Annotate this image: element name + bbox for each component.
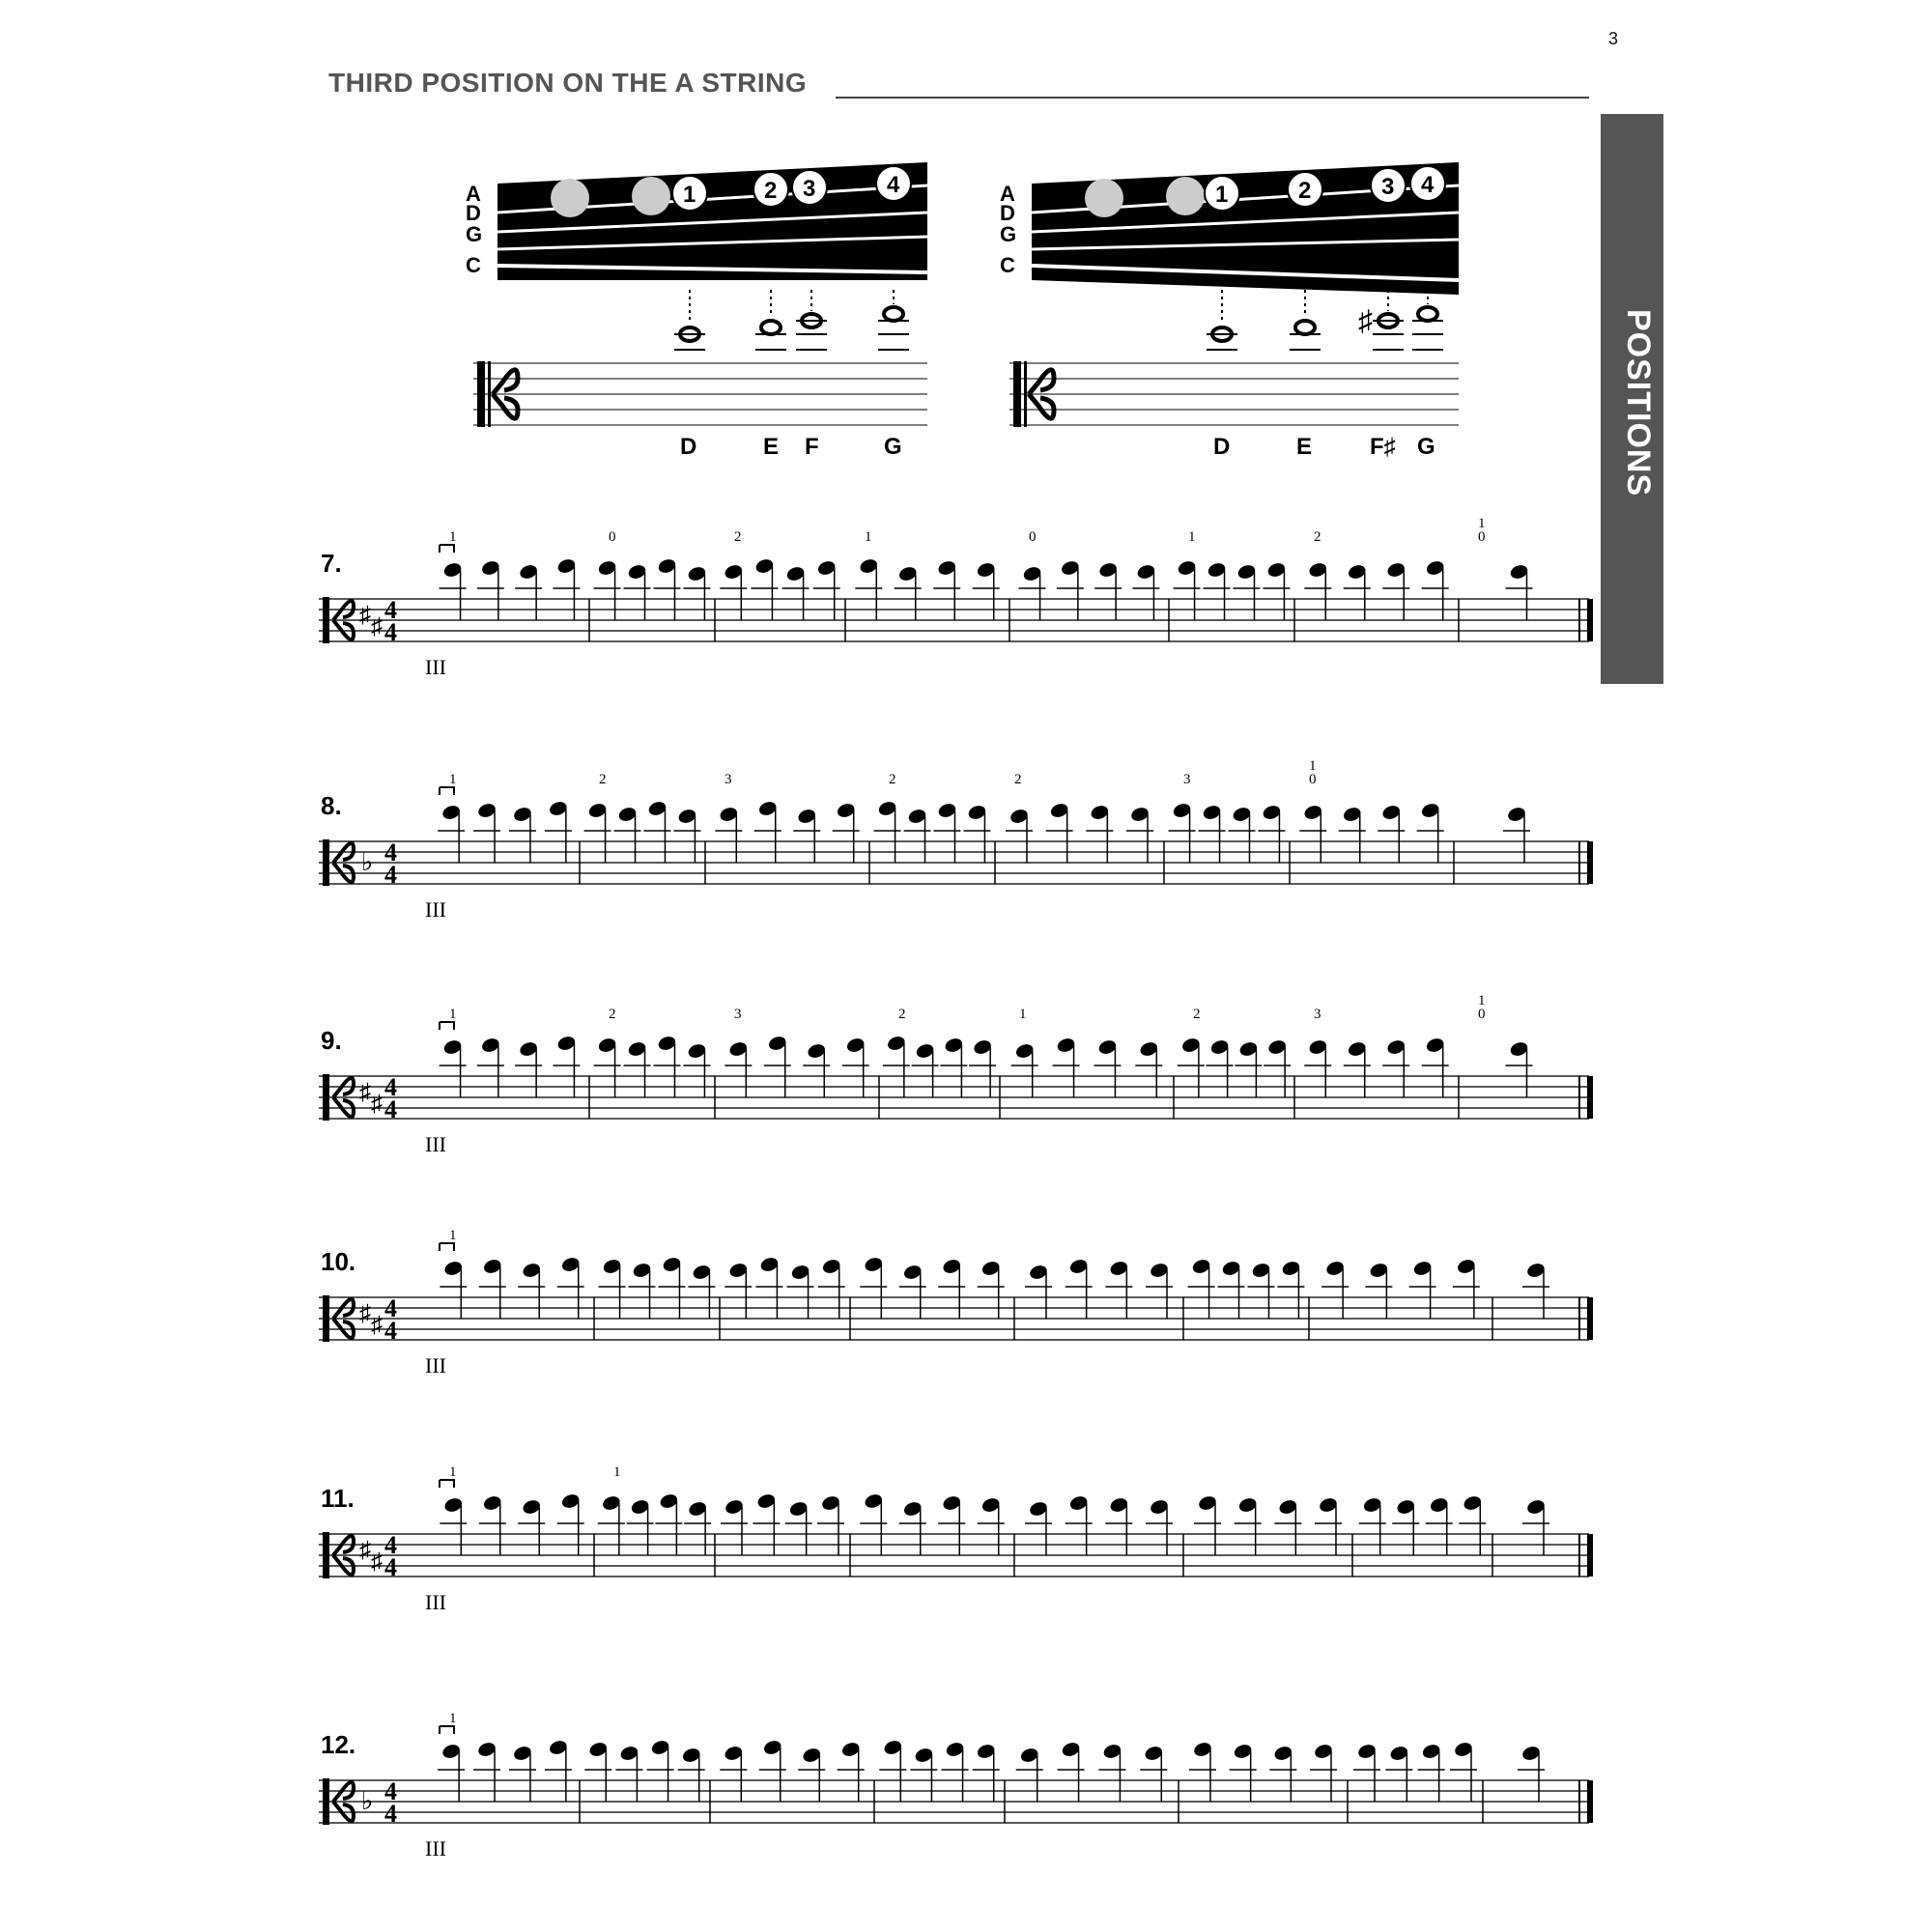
string-label: C [1000,253,1015,277]
fingering-number: 2 [734,529,742,545]
finger-number: 3 [1381,174,1395,200]
fingering-number: 1 [1478,993,1486,1009]
alto-clef [323,839,329,886]
time-signature: 4 [384,1531,397,1559]
exercise-number: 9. [321,1026,342,1055]
alto-clef [323,1778,329,1825]
sharp-sign: ♯ [359,1080,371,1105]
side-tab-label: POSITIONS [1620,309,1657,497]
exercise-number: 7. [321,549,342,578]
fingering-number: 1 [449,529,457,545]
flat-sign: ♭ [361,1787,374,1815]
final-barline [1587,1780,1593,1823]
fingering-number: 2 [1014,772,1022,787]
final-barline [1587,599,1593,641]
alto-clef [323,597,329,643]
sharp-sign: ♯ [359,1301,371,1326]
page-number: 3 [1608,29,1619,48]
time-signature: 4 [384,1095,397,1123]
exercise-number: 10. [321,1247,356,1276]
fingering-number: 2 [1314,529,1321,545]
final-barline [1587,1297,1593,1340]
fingering-number: 0 [1478,529,1486,545]
final-barline [1587,1534,1593,1577]
fingering-number: 1 [449,1464,457,1480]
final-barline [1587,841,1593,884]
exercise-11 [319,1464,1593,1614]
fingering-number: 1 [865,529,872,545]
exercise-number: 11. [321,1484,355,1513]
page-title: THIRD POSITION ON THE A STRING [328,68,808,98]
fingerboard-diagram-2 [1000,162,1459,460]
position-label: III [425,897,446,922]
note-name: D [680,434,697,460]
down-bow-mark [440,1022,454,1030]
exercises [319,516,1593,1861]
time-signature: 4 [384,1294,397,1322]
position-label: III [425,655,446,679]
finger-number: 2 [1298,178,1312,204]
sharp-sign: ♯ [359,1538,371,1563]
time-signature: 4 [384,1553,397,1581]
exercise-12 [319,1711,1593,1861]
exercise-7 [319,516,1593,679]
position-label: III [425,1836,446,1861]
note-name: G [884,434,902,460]
note-name: D [1213,434,1231,460]
position-label: III [425,1132,446,1156]
finger-number: 3 [803,176,816,202]
fingering-number: 2 [898,1007,906,1022]
position-label: III [425,1353,446,1378]
exercise-number: 12. [321,1730,356,1759]
fingering-number: 3 [734,1007,742,1022]
position-marker [1166,177,1205,215]
exercise-9 [319,993,1593,1156]
fingering-number: 1 [449,1711,457,1726]
finger-number: 2 [764,178,778,204]
fingering-number: 3 [724,772,732,787]
string-label: D [1000,201,1015,225]
final-barline [1587,1076,1593,1119]
fingering-number: 2 [889,772,896,787]
position-marker [1085,179,1123,217]
alto-clef [323,1532,329,1578]
time-signature: 4 [384,618,397,646]
fingering-number: 1 [1309,758,1317,774]
note-name: E [1296,434,1313,460]
sharp-sign: ♯ [371,1092,383,1117]
exercise-number: 8. [321,791,342,820]
down-bow-mark [440,1726,454,1734]
note-name: E [763,434,780,460]
sharp-sign: ♯ [371,614,383,639]
finger-number: 4 [887,172,900,198]
fingering-number: 1 [449,1228,457,1243]
note-name: G [1417,434,1435,460]
diagram-staff [473,363,927,425]
string-label: G [466,222,483,246]
string-label: D [466,201,481,225]
fingering-number: 0 [1309,772,1317,787]
position-marker [632,177,670,215]
fingering-number: 1 [449,772,457,787]
time-signature: 4 [384,1800,397,1828]
string-label: C [466,253,481,277]
fingering-number: 2 [1193,1007,1201,1022]
fingering-number: 0 [1029,529,1037,545]
alto-clef [323,1074,329,1121]
finger-number: 4 [1421,172,1435,198]
fingering-number: 3 [1314,1007,1321,1022]
string-label: A [466,182,481,206]
alto-clef [323,1295,329,1342]
fingering-number: 2 [609,1007,616,1022]
fingering-number: 0 [609,529,616,545]
exercise-8 [319,758,1593,922]
sharp-sign: ♯ [371,1313,383,1338]
down-bow-mark [440,787,454,795]
exercise-10 [319,1228,1593,1378]
sharp-sign: ♯ [1358,305,1373,337]
finger-number: 1 [683,182,696,208]
fingering-number: 0 [1478,1007,1486,1022]
fingering-number: 1 [613,1464,621,1480]
time-signature: 4 [384,596,397,624]
down-bow-mark [440,1243,454,1251]
note-name: F [805,434,819,460]
fingering-number: 1 [449,1007,457,1022]
time-signature: 4 [384,861,397,889]
time-signature: 4 [384,1317,397,1345]
fingerboard-diagram-1 [466,162,927,460]
string-label: A [1000,182,1015,206]
time-signature: 4 [384,1777,397,1805]
diagram-staff [1009,363,1459,425]
sharp-sign: ♯ [371,1549,383,1575]
note-name: F♯ [1370,434,1396,460]
fingering-number: 1 [1188,529,1196,545]
fingering-number: 3 [1183,772,1191,787]
down-bow-mark [440,1480,454,1488]
fingering-number: 1 [1478,516,1486,531]
down-bow-mark [440,545,454,553]
finger-number: 1 [1215,182,1229,208]
position-marker [551,179,589,217]
position-label: III [425,1590,446,1614]
string-label: G [1000,222,1017,246]
time-signature: 4 [384,1073,397,1101]
time-signature: 4 [384,838,397,867]
fingering-number: 1 [1019,1007,1027,1022]
flat-sign: ♭ [361,848,374,876]
sharp-sign: ♯ [359,603,371,628]
fingering-number: 2 [599,772,607,787]
